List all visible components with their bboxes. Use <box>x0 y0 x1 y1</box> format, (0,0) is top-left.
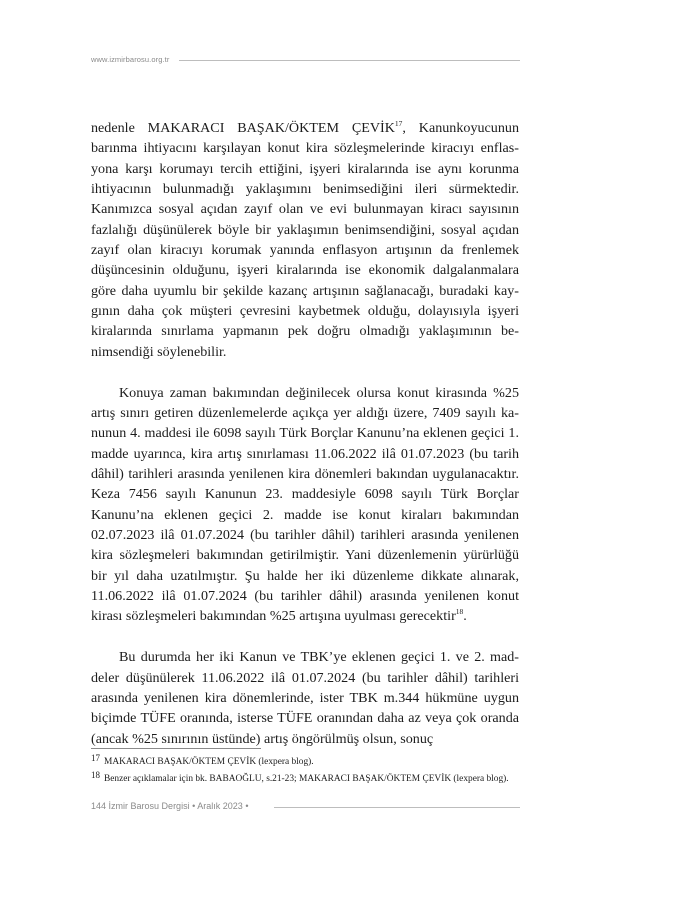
paragraph-2 <box>91 383 519 627</box>
body-text <box>91 118 519 769</box>
issue-date: Aralık 2023 <box>197 801 243 811</box>
footnote-17: 17 MAKARACI BAŞAK/ÖKTEM ÇEVİK (lexpera blog). <box>91 753 314 767</box>
footnote-18: 18 Benzer açıklamalar için bk. BABAOĞLU, s.21-23; MAKARACI BAŞAK/ÖKTEM ÇEVİK (lexpera blog). <box>91 770 509 784</box>
paragraph-text: Bu durumda her iki Kanun ve TBK’ye eklenen geçici 1. ve 2. maddeler düşünülerek 11.06.2022 ilâ 01.07.2024 (bu tarihler dâhil) tarihleri arasında yenilenen kira dönemlerinde, ister TBK m.344 hükmüne uygun biçimde TÜFE oranında, isterse TÜFE oranından daha az veya çok oranda (ancak %25 sınırının üstünde) artış öngörülmüş olsun, sonuç <box>91 649 519 747</box>
footnote-divider <box>91 748 261 749</box>
header-rule <box>179 60 520 61</box>
footnote-text: MAKARACI BAŞAK/ÖKTEM ÇEVİK (lexpera blog). <box>104 757 314 767</box>
journal-name: İzmir Barosu Dergisi <box>108 801 190 811</box>
paragraph-1 <box>91 118 519 362</box>
header-url: www.izmirbarosu.org.tr <box>91 55 170 64</box>
paragraph-text: , Kanunkoyucunun barınma ihtiyacını karşılayan konut kira sözleşmelerinde kiracıyı enflasyona karşı korumayı tercih ettiğini, işyeri kiralarında ise aynı korunma ihtiyacının bulunmadığı yaklaşımını benimsediğini ileri sürmektedir. Kanımızca sosyal açıdan zayıf olan ve evi bulunmayan kiracı sayısının fazlalığı düşünülerek böyle bir yaklaşımın benimsendiğini, sosyal açıdan zayıf olan kiracıyı korumak yanında enflasyon artışının da frenlemek düşüncesinin olduğunu, işyeri kiralarında ise ekonomik dalgalanmalara göre daha uyumlu bir şekilde kazanç artışının sağlanacağı, buradaki kaygının daha çok müşteri çevresini kaybetmek olduğu, dolayısıyla işyeri kiralarında sınırlama yapmanın pek doğru olmadığı yaklaşımının benimsendiği söylenebilir. <box>91 120 519 360</box>
footnote-text: Benzer açıklamalar için bk. BABAOĞLU, s.21-23; MAKARACI BAŞAK/ÖKTEM ÇEVİK (lexpera blog). <box>104 774 509 784</box>
footer-separator: • <box>192 801 196 811</box>
footnote-ref-17[interactable]: 17 <box>394 119 403 128</box>
footnotes <box>91 755 519 789</box>
page-footer <box>91 801 248 811</box>
paragraph-3 <box>91 647 519 749</box>
footer-separator: • <box>245 801 249 811</box>
paragraph-text: . <box>463 608 467 625</box>
page-number: 144 <box>91 801 107 811</box>
paragraph-text: Konuya zaman bakımından değinilecek olursa konut kirasında %25 artış sınırı getiren düzenlemelerde açıkça yer aldığı üzere, 7409 sayılı kanunun 4. maddesi ile 6098 sayılı Türk Borçlar Kanunu’na eklenen geçici 1. madde uyarınca, kira artış sınırlaması 11.06.2022 ilâ 01.07.2023 (bu tarih dâhil) tarihleri arasında yenilenen kira dönemleri bakından uygulanacaktır. Keza 7456 sayılı Kanunun 23. maddesiyle 6098 sayılı Türk Borçlar Kanunu’na eklenen geçici 2. madde ise konut kiraları bakımından 02.07.2023 ilâ 01.07.2024 (bu tarihler dâhil) tarihleri arasında yenilenen kira sözleşmeleri bakımından getirilmiştir. Yani düzenlemenin yürürlüğü bir yıl daha uzatılmıştır. Şu halde her iki düzenleme dikkate alınarak, 11.06.2022 ilâ 01.07.2024 (bu tarihler dâhil) arasında yenilenen konut kirası sözleşmeleri bakımından %25 artışına uyulması gerecektir <box>91 384 519 625</box>
footer-rule <box>274 807 520 808</box>
paragraph-text: nedenle MAKARACI BAŞAK/ÖKTEM ÇEVİK <box>91 120 395 136</box>
footnote-ref-18[interactable]: 18 <box>455 607 464 617</box>
